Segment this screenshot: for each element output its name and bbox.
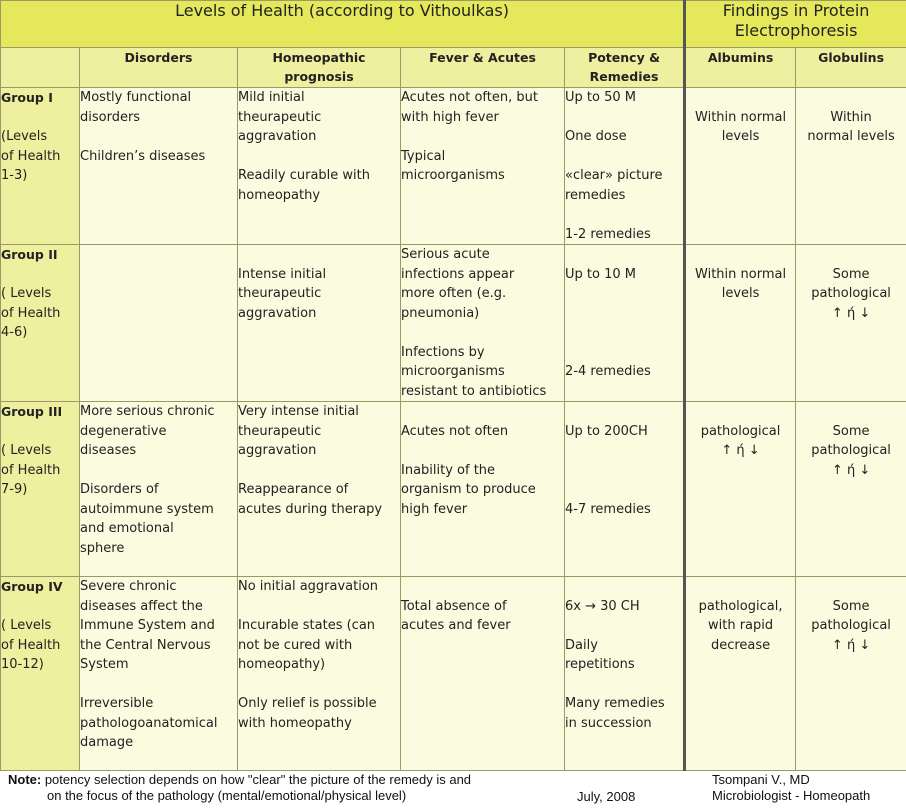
group-levels-line: ( Levels — [1, 286, 52, 301]
disorders-line: damage — [80, 735, 134, 750]
group-levels-line: 7-9) — [1, 482, 28, 497]
albumins-line: Within normal — [695, 266, 787, 282]
col-header-albumins: Albumins — [685, 48, 796, 88]
prognosis-cell — [238, 245, 401, 402]
disorders-cell — [80, 245, 238, 402]
potency-line: remedies — [565, 187, 626, 203]
albumins-cell — [685, 402, 796, 577]
spacer — [238, 147, 400, 167]
prognosis-line: theurapeutic — [238, 423, 322, 439]
disorders-line: the Central Nervous — [80, 637, 211, 653]
globulins-line: pathological — [811, 443, 891, 458]
fever-line: Serious acute — [401, 247, 490, 262]
fever-line: organism to produce — [401, 482, 536, 497]
potency-line: «clear» picture — [565, 168, 663, 183]
albumins-line: with rapid — [707, 618, 774, 633]
prognosis-line: Reappearance of — [238, 482, 349, 497]
disorders-line: diseases — [80, 443, 137, 458]
prognosis-line: homeopathy — [238, 187, 321, 203]
spacer — [686, 402, 795, 422]
potency-line: 2-4 remedies — [565, 364, 651, 379]
spacer — [796, 245, 906, 265]
col-header-globulins: Globulins — [796, 48, 906, 88]
globulins-line: Some — [832, 423, 870, 439]
fever-line: resistant to antibiotics — [401, 383, 547, 399]
spacer — [401, 127, 564, 147]
fever-line: Acutes not often — [401, 423, 509, 439]
spacer — [565, 304, 683, 324]
spacer — [1, 597, 79, 617]
group-levels-line: ( Levels — [1, 618, 52, 633]
fever-line: pneumonia) — [401, 305, 480, 321]
fever-line: Typical — [401, 148, 446, 164]
prognosis-cell — [238, 577, 401, 771]
disorders-line: autoimmune system — [80, 501, 214, 517]
disorders-line: Irreversible — [80, 696, 154, 711]
spacer — [238, 675, 400, 695]
fever-line: more often (e.g. — [401, 286, 507, 301]
globulins-line: normal levels — [807, 129, 895, 144]
group-header-empty — [1, 48, 80, 88]
prognosis-line: Readily curable with — [238, 168, 370, 183]
disorders-line: Severe chronic — [80, 579, 177, 594]
albumins-line: pathological — [700, 423, 781, 439]
potency-line: Daily — [565, 637, 598, 653]
spacer — [1, 265, 79, 285]
prognosis-line: Very intense initial — [238, 404, 359, 419]
potency-cell — [565, 577, 685, 771]
fever-line: with high fever — [401, 109, 499, 125]
footnote — [8, 772, 568, 804]
group-row — [1, 245, 906, 402]
fever-line: Inability of the — [401, 462, 496, 478]
levels-of-health-title: Levels of Health (according to Vithoulkas) — [1, 1, 685, 48]
spacer — [565, 343, 683, 363]
disorders-line: System — [80, 657, 129, 672]
fever-cell — [401, 88, 565, 245]
potency-line: One dose — [565, 129, 627, 144]
albumins-line: pathological, — [698, 598, 783, 614]
group-label-cell — [1, 245, 80, 402]
globulins-cell — [796, 245, 906, 402]
col-header-prognosis: Homeopathic prognosis — [238, 48, 401, 88]
fever-cell — [401, 402, 565, 577]
disorders-line: and emotional — [80, 521, 174, 536]
col-header-disorders: Disorders — [80, 48, 238, 88]
prognosis-line: No initial aggravation — [238, 579, 379, 594]
prognosis-cell — [238, 402, 401, 577]
disorders-line: pathologoanatomical — [80, 715, 218, 731]
electrophoresis-title: Findings in Protein Electrophoresis — [685, 1, 906, 48]
potency-line: Up to 50 M — [565, 90, 636, 105]
prognosis-line: theurapeutic — [238, 109, 322, 125]
globulins-cell — [796, 88, 906, 245]
fever-line: Infections by — [401, 344, 485, 360]
fever-line: microorganisms — [401, 364, 505, 379]
disorders-line: sphere — [80, 540, 125, 556]
fever-line: Acutes not often, but — [401, 90, 538, 105]
spacer — [565, 323, 683, 343]
group-name: Group II — [1, 247, 58, 262]
group-levels-line: 4-6) — [1, 325, 28, 340]
fever-line: acutes and fever — [401, 618, 511, 633]
group-levels-line: ( Levels — [1, 443, 52, 458]
group-levels-line: of Health — [1, 148, 61, 164]
spacer — [238, 461, 400, 481]
spacer — [565, 205, 683, 225]
spacer — [796, 88, 906, 108]
albumins-cell — [685, 577, 796, 771]
prognosis-line: with homeopathy — [238, 715, 352, 731]
spacer — [565, 441, 683, 461]
group-levels-line: 1-3) — [1, 168, 28, 183]
note-label: Note: — [8, 772, 42, 787]
group-levels-line: 10-12) — [1, 657, 44, 672]
prognosis-line: not be cured with — [238, 637, 353, 653]
potency-line: Many remedies — [565, 696, 665, 711]
prognosis-line: Intense initial — [238, 266, 327, 282]
group-levels-line: of Health — [1, 305, 61, 321]
spacer — [565, 577, 683, 597]
potency-line: Up to 10 M — [565, 266, 636, 282]
fever-line: microorganisms — [401, 168, 505, 183]
spacer — [80, 461, 237, 481]
globulins-cell — [796, 402, 906, 577]
spacer — [565, 147, 683, 167]
potency-cell — [565, 88, 685, 245]
spacer — [565, 480, 683, 500]
group-label-cell — [1, 402, 80, 577]
fever-cell — [401, 577, 565, 771]
globulins-line: ↑ ή ↓ — [831, 305, 871, 321]
disorders-line: diseases affect the — [80, 598, 203, 614]
globulins-line: Some — [832, 598, 870, 614]
group-levels-line: of Health — [1, 462, 61, 478]
globulins-line: Within — [830, 109, 872, 125]
spacer — [686, 245, 795, 265]
spacer — [401, 323, 564, 343]
globulins-line: pathological — [811, 286, 891, 301]
spacer — [796, 402, 906, 422]
prognosis-line: aggravation — [238, 305, 317, 321]
group-name: Group I — [1, 90, 53, 105]
disorders-line: degenerative — [80, 423, 167, 439]
group-row — [1, 88, 906, 245]
prognosis-line: homeopathy) — [238, 657, 326, 672]
spacer — [686, 577, 795, 597]
spacer — [401, 441, 564, 461]
prognosis-line: aggravation — [238, 443, 317, 458]
spacer — [565, 245, 683, 265]
group-name: Group IV — [1, 579, 63, 594]
fever-line: infections appear — [401, 266, 515, 282]
spacer — [565, 616, 683, 636]
potency-line: 1-2 remedies — [565, 226, 651, 242]
disorders-line: Mostly functional — [80, 90, 192, 105]
spacer — [1, 108, 79, 128]
potency-line: in succession — [565, 715, 652, 731]
author-block — [712, 772, 870, 804]
spacer — [565, 675, 683, 695]
prognosis-line: Incurable states (can — [238, 618, 376, 633]
author-title: Microbiologist - Homeopath — [712, 788, 871, 803]
note-line-1: potency selection depends on how "clear" the picture of the remedy is and — [41, 772, 472, 787]
albumins-line: decrease — [710, 637, 771, 653]
disorders-line: Children’s diseases — [80, 148, 206, 164]
globulins-line: ↑ ή ↓ — [831, 462, 871, 478]
fever-line: high fever — [401, 501, 468, 517]
albumins-line: ↑ ή ↓ — [721, 443, 760, 458]
group-levels-line: (Levels — [1, 129, 48, 144]
potency-cell — [565, 402, 685, 577]
disorders-line: Disorders of — [80, 482, 159, 497]
author-name: Tsompani V., MD — [712, 772, 810, 787]
spacer — [565, 108, 683, 128]
disorders-line: disorders — [80, 109, 141, 125]
spacer — [80, 675, 237, 695]
globulins-line: ↑ ή ↓ — [831, 637, 871, 653]
albumins-line: Within normal — [695, 109, 787, 125]
potency-line: Up to 200CH — [565, 423, 648, 439]
disorders-cell — [80, 577, 238, 771]
prognosis-line: Only relief is possible — [238, 696, 377, 711]
prognosis-line: acutes during therapy — [238, 501, 383, 517]
spacer — [401, 402, 564, 422]
disorders-line: More serious chronic — [80, 404, 215, 419]
col-header-fever: Fever & Acutes — [401, 48, 565, 88]
prognosis-line: theurapeutic — [238, 286, 322, 301]
group-label-cell — [1, 577, 80, 771]
spacer — [238, 245, 400, 265]
spacer — [686, 88, 795, 108]
col-header-potency: Potency & Remedies — [565, 48, 685, 88]
spacer — [796, 577, 906, 597]
potency-line: 4-7 remedies — [565, 501, 651, 517]
spacer — [1, 422, 79, 442]
albumins-cell — [685, 245, 796, 402]
potency-cell — [565, 245, 685, 402]
spacer — [565, 461, 683, 481]
group-row — [1, 577, 906, 771]
disorders-cell — [80, 88, 238, 245]
globulins-line: pathological — [811, 618, 891, 633]
group-levels-line: of Health — [1, 637, 61, 653]
group-row — [1, 402, 906, 577]
spacer — [565, 284, 683, 304]
spacer — [401, 577, 564, 597]
albumins-line: levels — [721, 129, 760, 144]
globulins-cell — [796, 577, 906, 771]
group-name: Group III — [1, 404, 63, 419]
potency-line: repetitions — [565, 657, 635, 672]
disorders-cell — [80, 402, 238, 577]
spacer — [80, 127, 237, 147]
group-label-cell — [1, 88, 80, 245]
prognosis-cell — [238, 88, 401, 245]
globulins-line: Some — [832, 266, 870, 282]
note-line-2: on the focus of the pathology (mental/emotional/physical level) — [47, 788, 407, 803]
potency-line: 6x → 30 CH — [565, 598, 640, 614]
prognosis-line: Mild initial — [238, 90, 305, 105]
albumins-cell — [685, 88, 796, 245]
date: July, 2008 — [577, 789, 636, 804]
disorders-line: Immune System and — [80, 618, 215, 633]
prognosis-line: aggravation — [238, 129, 317, 144]
spacer — [238, 597, 400, 617]
fever-line: Total absence of — [401, 598, 507, 614]
albumins-line: levels — [721, 286, 760, 301]
fever-cell — [401, 245, 565, 402]
spacer — [565, 402, 683, 422]
